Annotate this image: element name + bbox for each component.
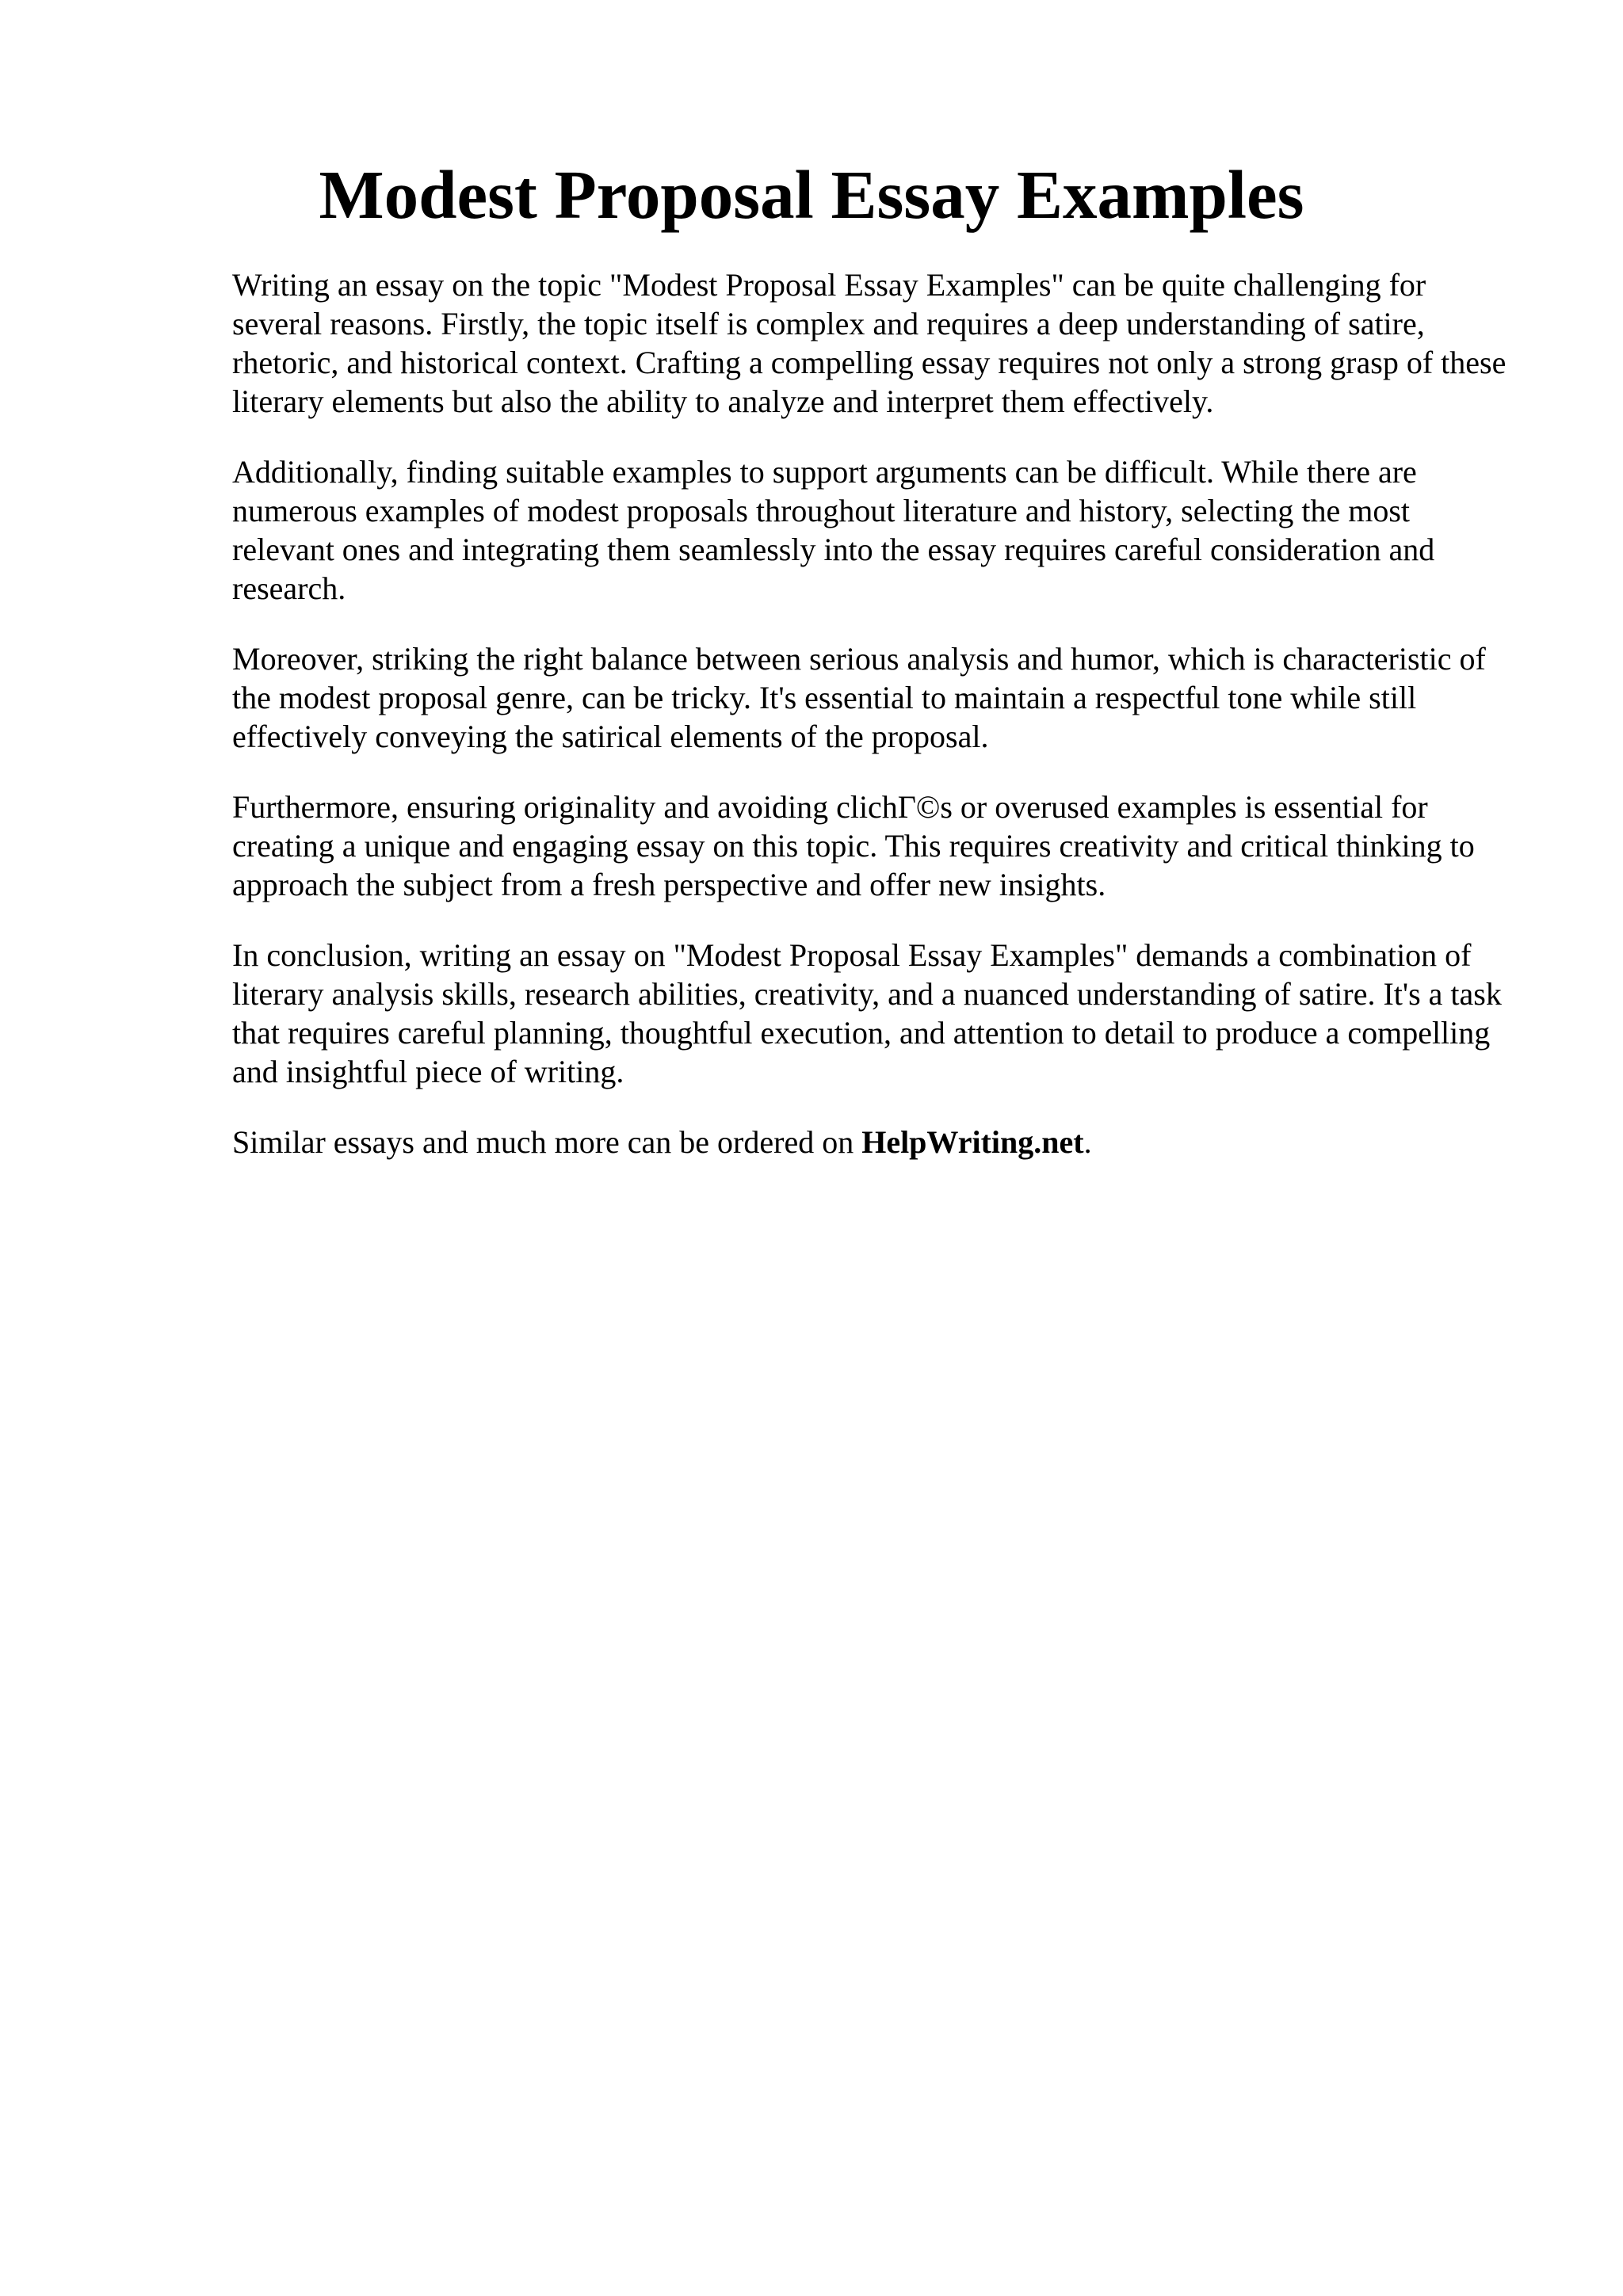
paragraph-2: Additionally, finding suitable examples to support arguments can be difficult. While there are numerous examples of modest proposals throughout literature and history, selecting the most relevant ones and integrating them seamlessly into the essay requires careful consideration and research. [232, 454, 1435, 606]
paragraph-4: Furthermore, ensuring originality and avoiding clichΓ©s or overused examples is essential for creating a unique and engaging essay on this topic. This requires creativity and critical thinking to approach the subject from a fresh perspective and offer new insights. [232, 789, 1475, 902]
footer-prefix: Similar essays and much more can be ordered on [232, 1124, 854, 1160]
brand-link[interactable]: HelpWriting.net [861, 1124, 1084, 1160]
footer-suffix: . [1083, 1124, 1092, 1160]
document-body [232, 265, 1516, 1193]
paragraph-3: Moreover, striking the right balance between serious analysis and humor, which is characteristic of the modest proposal genre, can be tricky. It's essential to maintain a respectful tone while still effectively conveying the satirical elements of the proposal. [232, 641, 1486, 754]
document-title: Modest Proposal Essay Examples [319, 156, 1304, 233]
footer-line [232, 1123, 1516, 1161]
paragraph-1: Writing an essay on the topic "Modest Proposal Essay Examples" can be quite challenging for several reasons. Firstly, the topic itself is complex and requires a deep understanding of satire, rhetoric, and historical context. Crafting a compelling essay requires not only a strong grasp of these literary elements but also the ability to analyze and interpret them effectively. [232, 267, 1507, 419]
paragraph-5: In conclusion, writing an essay on "Modest Proposal Essay Examples" demands a combination of literary analysis skills, research abilities, creativity, and a nuanced understanding of satire. It's a task that requires careful planning, thoughtful execution, and attention to detail to produce a compelling and insightful piece of writing. [232, 937, 1502, 1089]
